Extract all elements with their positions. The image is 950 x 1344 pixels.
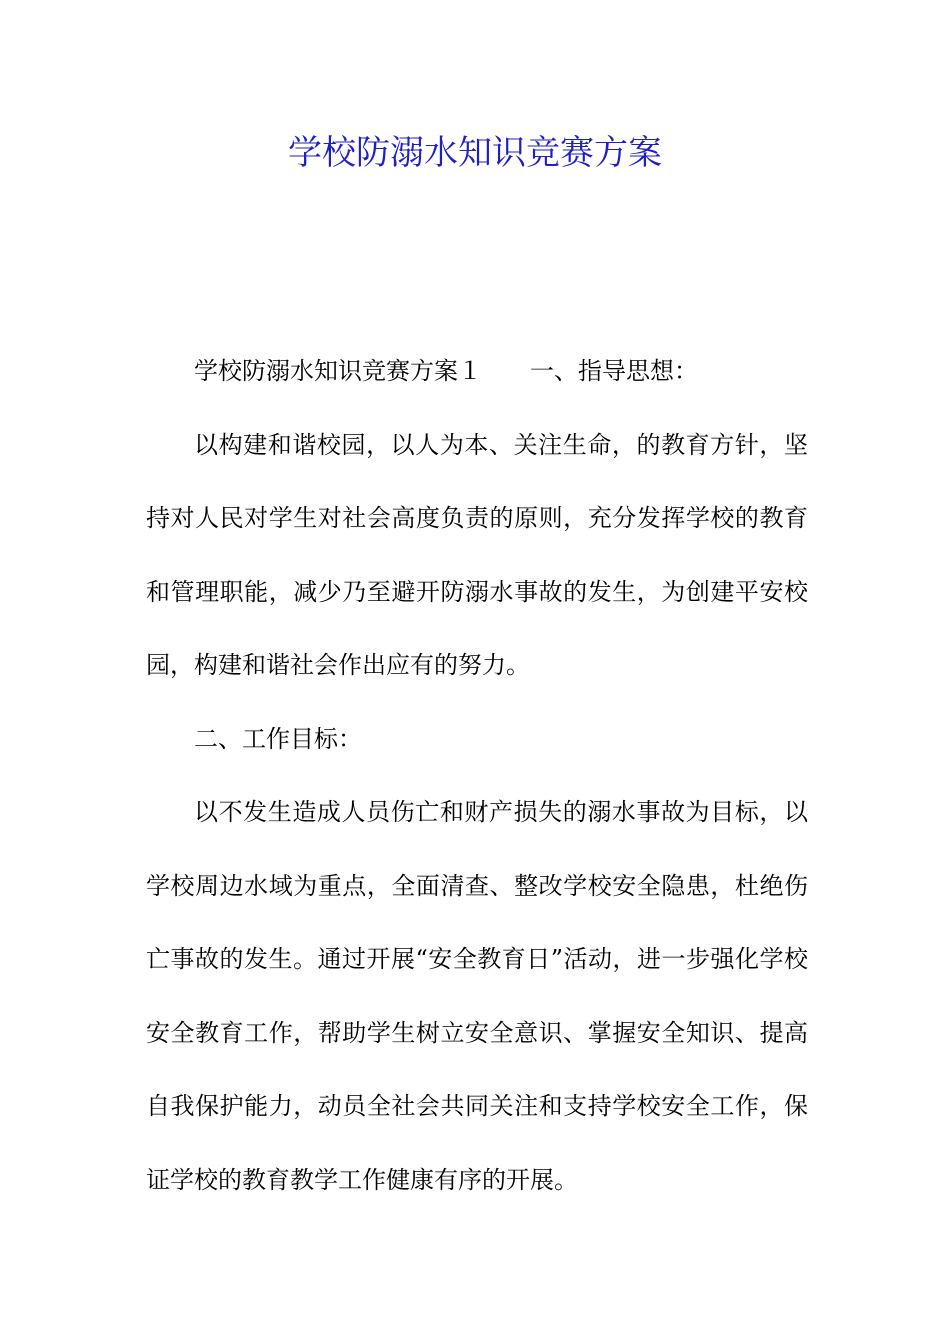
intro-heading-line (146, 335, 808, 409)
document-title: 学校防溺水知识竞赛方案 (288, 133, 662, 173)
section2-heading: 二、工作目标： (194, 724, 362, 753)
intro-heading: 学校防溺水知识竞赛方案１ (194, 357, 482, 385)
document-body (146, 335, 808, 1217)
section2-paragraph: 以不发生造成人员伤亡和财产损失的溺水事故为目标，以学校周边水域为重点，全面清查、整改学校安全隐患，杜绝伤亡事故的发生。通过开展“安全教育日”活动，进一步强化学校安全教育工作，帮助学生树立安全意识、掌握安全知识、提高自我保护能力，动员全社会共同关注和支持学校安全工作，保证学校的教育教学工作健康有序的开展。 (146, 798, 808, 1194)
section1-heading: 一、指导思想： (530, 357, 698, 385)
section1-paragraph: 以构建和谐校园，以人为本、关注生命，的教育方针，坚持对人民对学生对社会高度负责的原则，充分发挥学校的教育和管理职能，减少乃至避开防溺水事故的发生，为创建平安校园，构建和谐社会作出应有的努力。 (146, 430, 808, 679)
